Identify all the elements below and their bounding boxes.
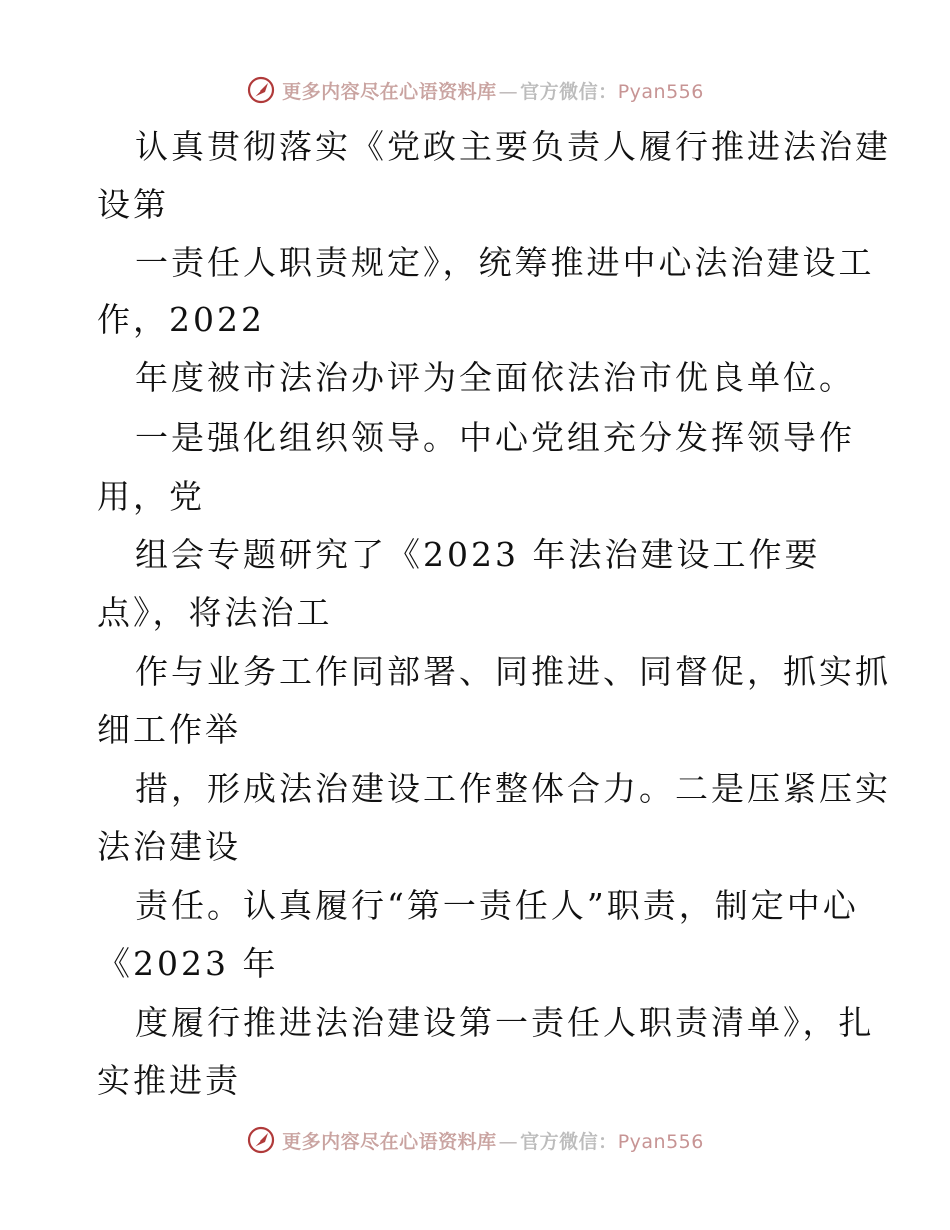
footer-banner-wechat-label: 官方微信： [520,1130,618,1153]
body-line: 作，2022 [97,300,265,339]
header-banner-wechat-id: Pyan556 [617,80,704,103]
body-line: 措，形成法治建设工作整体合力。二是压紧压实 [135,769,891,808]
body-line: 年度被市法治办评为全面依法治市优良单位。 [135,358,855,397]
header-banner-separator: — [498,80,519,103]
header-banner [0,70,950,110]
body-line: 一责任人职责规定》，统筹推进中心法治建设工 [135,243,875,282]
footer-banner-main: 更多内容尽在心语资料库 [282,1130,497,1153]
quill-logo-icon [246,75,276,105]
body-line: 作与业务工作同部署、同推进、同督促，抓实抓 [135,652,891,691]
header-banner-wechat-label: 官方微信： [520,80,618,103]
header-banner-main: 更多内容尽在心语资料库 [282,80,497,103]
header-banner-text [282,77,704,104]
footer-banner-wechat-id: Pyan556 [617,1130,704,1153]
quill-logo-icon [246,1125,276,1155]
body-line: 组会专题研究了《2023 年法治建设工作要 [135,535,821,574]
footer-banner [0,1120,950,1160]
body-line: 设第 [97,185,169,224]
body-line: 认真贯彻落实《党政主要负责人履行推进法治建 [135,127,891,166]
footer-banner-separator: — [498,1130,519,1153]
body-line: 用，党 [97,477,205,516]
body-line: 细工作举 [97,710,241,749]
body-line: 度履行推进法治建设第一责任人职责清单》，扎 [135,1003,875,1042]
body-line: 《2023 年 [97,944,279,983]
body-line: 法治建设 [97,827,241,866]
body-line: 责任。认真履行“第一责任人”职责，制定中心 [135,886,859,925]
footer-banner-text [282,1127,704,1154]
body-line: 实推进责 [97,1061,241,1100]
body-line: 点》，将法治工 [97,593,333,632]
body-line: 一是强化组织领导。中心党组充分发挥领导作 [135,418,855,457]
